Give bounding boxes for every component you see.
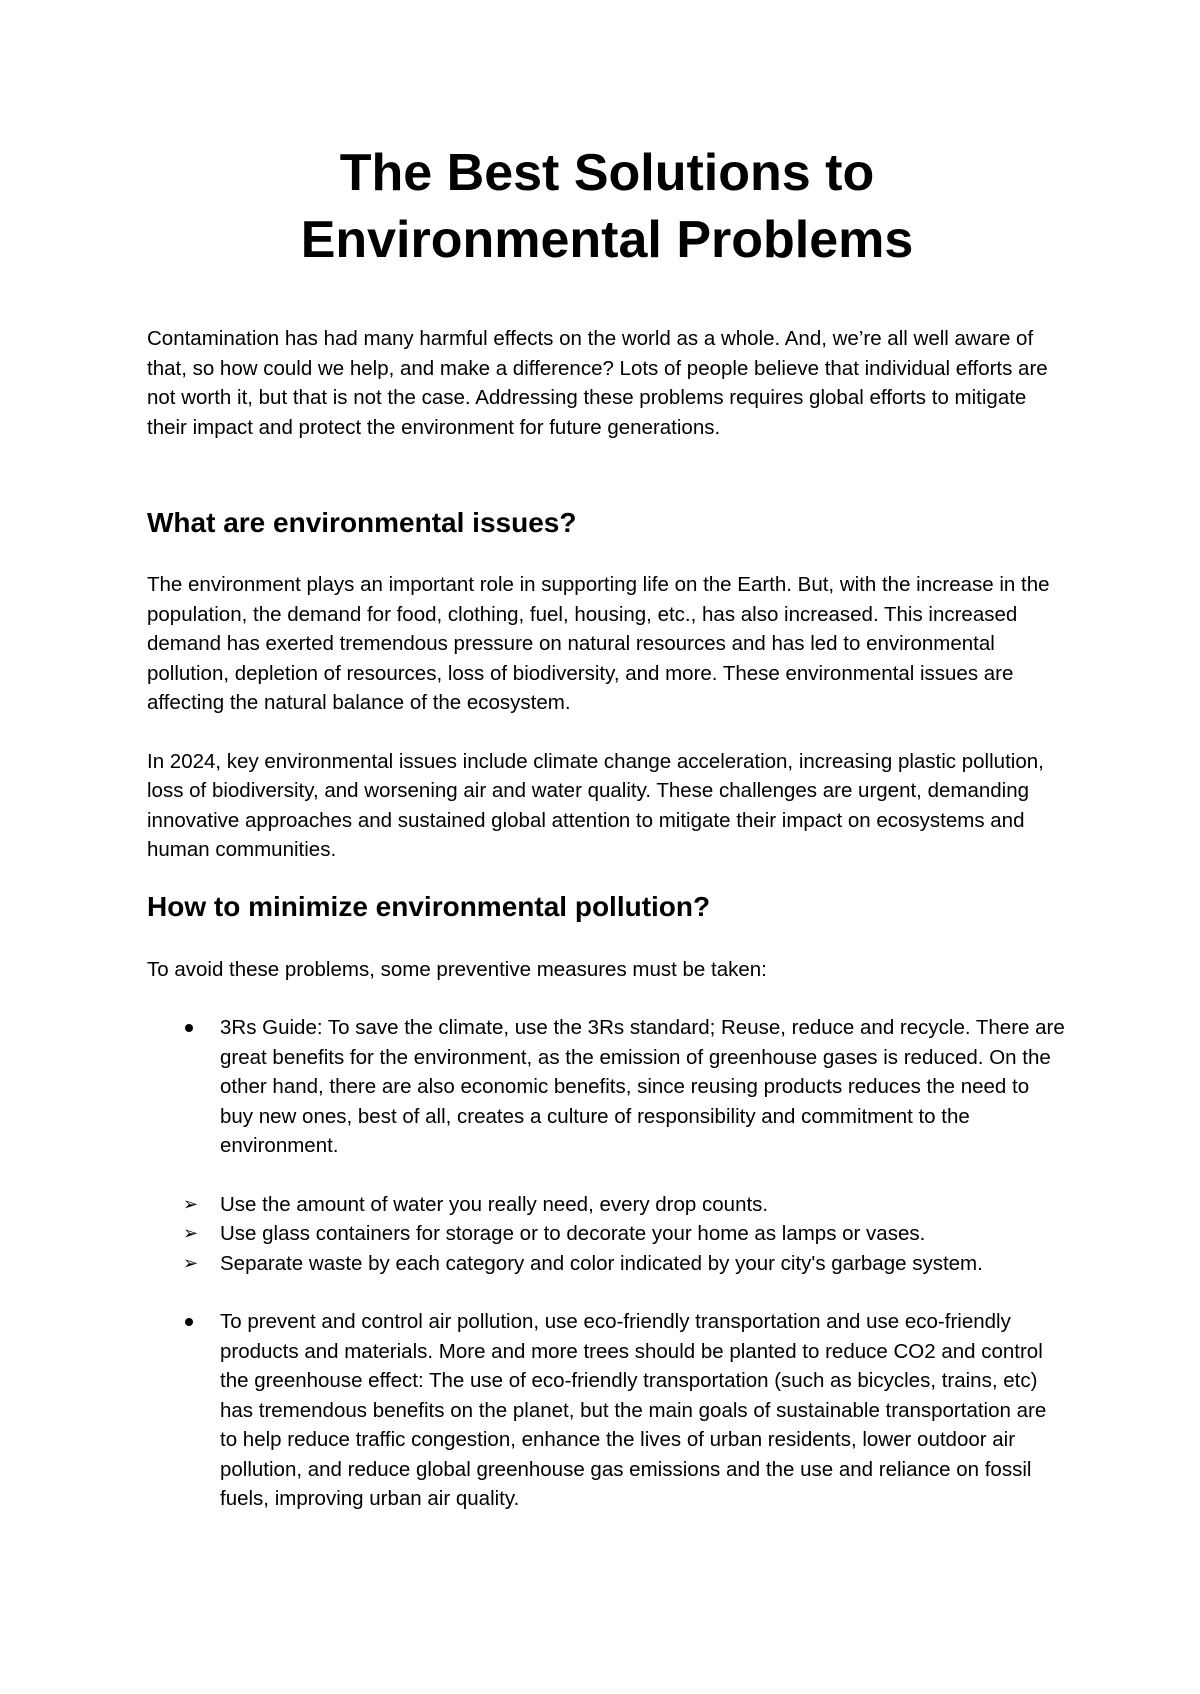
bullet-text-air-pollution: To prevent and control air pollution, use eco-friendly transportation and use eco-friendly products and materials. More and more trees should be planted to reduce CO2 and control the greenhouse effect: The use of eco-friendly transportation (such as bicycles, trains, etc) has tremendous benefits on the planet, but the main goals of sustainable transportation are to help reduce traffic congestion, enhance the lives of urban residents, lower outdoor air pollution, and reduce global greenhouse gas emissions and the use and reliance on fossil fuels, improving urban air quality. <box>220 1310 1047 1510</box>
measures-intro: To avoid these problems, some preventive measures must be taken: <box>147 957 767 981</box>
list-item <box>147 1307 1067 1514</box>
arrow-item-waste: Separate waste by each category and color indicated by your city's garbage system. <box>220 1251 983 1275</box>
issues-paragraph: The environment plays an important role in supporting life on the Earth. But, with the increase in the population, the demand for food, clothing, fuel, housing, etc., has also increased. This increased demand has exerted tremendous pressure on natural resources and has led to environmental pollution, depletion of resources, loss of biodiversity, and more. These environmental issues are affecting the natural balance of the ecosystem. <box>147 573 1050 714</box>
arrow-bullet-icon: ➢ <box>183 1252 199 1274</box>
arrow-item-water: Use the amount of water you really need, every drop counts. <box>220 1192 769 1216</box>
arrow-item-glass: Use glass containers for storage or to decorate your home as lamps or vases. <box>220 1222 926 1245</box>
list-item <box>147 1013 1067 1161</box>
arrow-list <box>147 1190 1067 1279</box>
issues-2024-paragraph: In 2024, key environmental issues include climate change acceleration, increasing plastic pollution, loss of biodiversity, and worsening air and water quality. These challenges are urgent, demanding innovative approaches and sustained global attention to mitigate their impact on ecosystems and human communities. <box>147 749 1044 861</box>
arrow-bullet-icon: ➢ <box>183 1223 199 1244</box>
bullet-text-3rs: 3Rs Guide: To save the climate, use the 3Rs standard; Reuse, reduce and recycle. There are great benefits for the environment, as the emission of greenhouse gases is reduced. On the other hand, there are also economic benefits, since reusing products reduces the need to buy new ones, best of all, creates a culture of responsibility and commitment to the environment. <box>220 1016 1065 1157</box>
section-heading-environmental-issues: What are environmental issues? <box>147 507 577 538</box>
title-line-2: Environmental Problems <box>300 211 914 269</box>
bullet-list-3rs <box>147 1013 1067 1161</box>
section-heading-minimize-pollution: How to minimize environmental pollution? <box>147 890 711 922</box>
list-item <box>147 1219 1067 1249</box>
bullet-list-air <box>147 1307 1067 1514</box>
bullet-icon <box>185 1024 193 1032</box>
bullet-icon <box>185 1318 193 1326</box>
intro-paragraph: Contamination has had many harmful effects on the world as a whole. And, we’re all well aware of that, so how could we help, and make a difference? Lots of people believe that individual efforts are not worth it, but that is not the case. Addressing these problems requires global efforts to mitigate their impact and protect the environment for future generations. <box>147 327 1048 439</box>
list-item <box>147 1249 1067 1279</box>
title-line-1: The Best Solutions to <box>339 144 875 202</box>
list-item <box>147 1190 1067 1220</box>
arrow-bullet-icon: ➢ <box>183 1193 199 1215</box>
document-page <box>147 140 1067 1514</box>
document-title <box>147 140 1067 274</box>
